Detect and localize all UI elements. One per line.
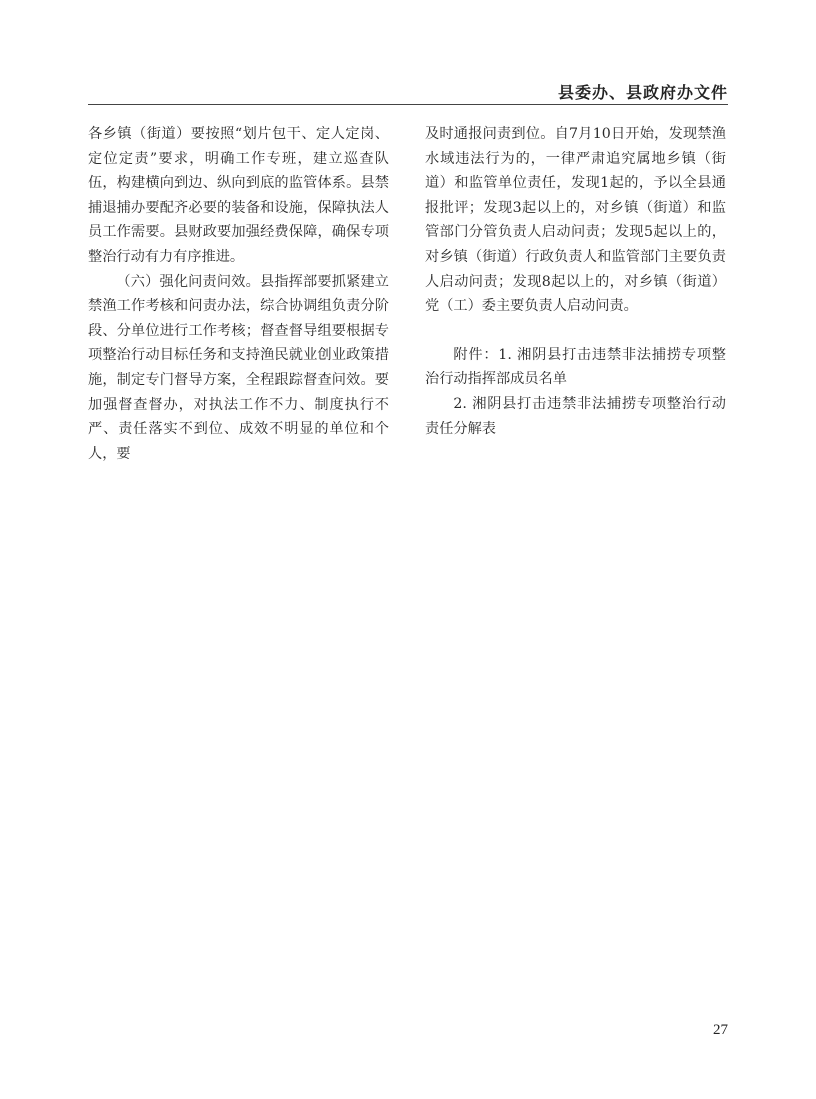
document-header-title: 县委办、县政府办文件 xyxy=(557,83,728,102)
left-column xyxy=(88,122,389,466)
attachment-item-1: 附件：1. 湘阴县打击违禁非法捕捞专项整治行动指挥部成员名单 xyxy=(425,346,726,388)
right-column xyxy=(425,122,726,441)
right-paragraph-1: 及时通报问责到位。自7月10日开始，发现禁渔水域违法行为的，一律严肃追究属地乡镇（街道）和监管单位责任，发现1起的，予以全县通报批评；发现3起以上的，对乡镇（街道）和监管部门分管负责人启动问责；发现5起以上的，对乡镇（街道）行政负责人和监管部门主要负责人启动问责；发现8起以上的，对乡镇（街道）党（工）委主要负责人启动问责。 xyxy=(425,126,726,315)
left-paragraph-1: 各乡镇（街道）要按照“划片包干、定人定岗、定位定责”要求，明确工作专班，建立巡查队伍，构建横向到边、纵向到底的监管体系。县禁捕退捕办要配齐必要的装备和设施，保障执法人员工作需要。县财政要加强经费保障，确保专项整治行动有力有序推进。 xyxy=(88,126,389,265)
left-paragraph-2: （六）强化问责问效。县指挥部要抓紧建立禁渔工作考核和问责办法，综合协调组负责分阶段、分单位进行工作考核；督查督导组要根据专项整治行动目标任务和支持渔民就业创业政策措施，制定专门督导方案，全程跟踪督查问效。要加强督查督办，对执法工作不力、制度执行不严、责任落实不到位、成效不明显的单位和个人，要 xyxy=(88,273,389,462)
page-number: 27 xyxy=(713,1022,728,1038)
header-divider xyxy=(88,104,728,105)
attachment-item-2: 2. 湘阴县打击违禁非法捕捞专项整治行动责任分解表 xyxy=(425,395,726,437)
